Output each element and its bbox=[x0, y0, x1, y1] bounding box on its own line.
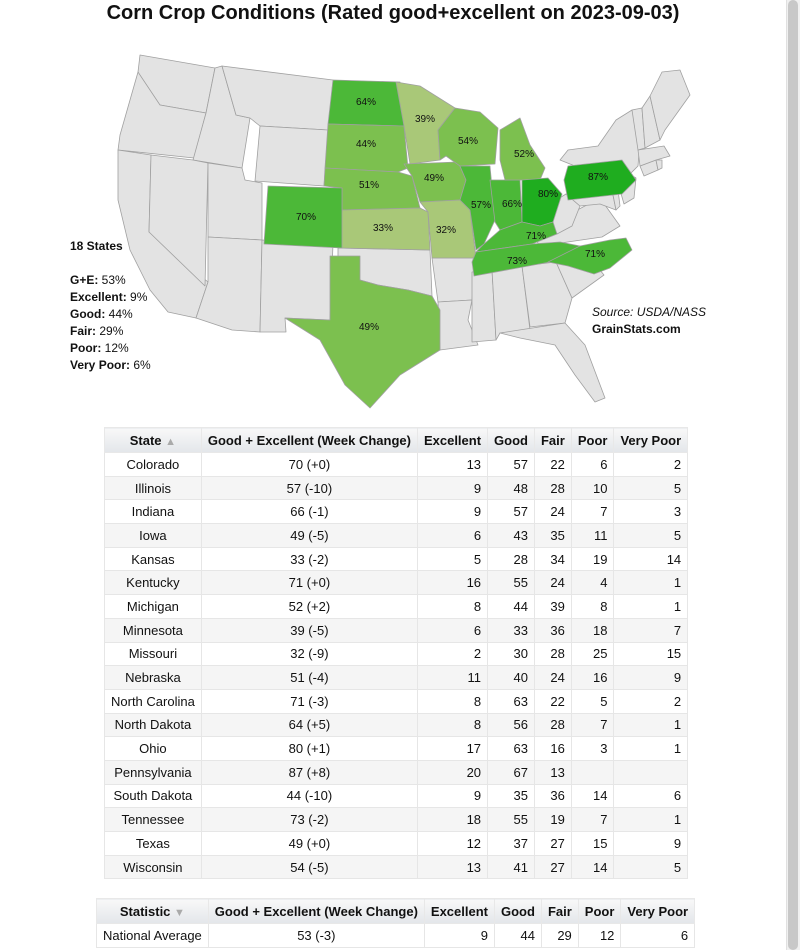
map-label-ohio: 80% bbox=[537, 189, 559, 200]
states-table-cell: 52 (+2) bbox=[201, 595, 417, 619]
states-table-cell: 33 bbox=[488, 618, 535, 642]
statistics-table-header-6[interactable] bbox=[621, 899, 695, 924]
states-table-cell: 17 bbox=[417, 737, 487, 761]
states-table-cell: 28 bbox=[534, 476, 571, 500]
sort-arrow-icon[interactable]: ▲ bbox=[165, 435, 177, 448]
states-table-cell: North Carolina bbox=[105, 689, 202, 713]
states-table-cell: 2 bbox=[417, 642, 487, 666]
states-table-cell bbox=[571, 760, 614, 784]
header-label: Good + Excellent (Week Change) bbox=[214, 903, 418, 919]
header-label: Good bbox=[494, 432, 528, 448]
states-table-cell: 5 bbox=[571, 689, 614, 713]
state-arkansas bbox=[432, 258, 476, 302]
header-label: Poor bbox=[577, 432, 608, 448]
states-table-cell: 1 bbox=[614, 737, 688, 761]
states-table-cell: 8 bbox=[417, 689, 487, 713]
states-table-cell: 5 bbox=[614, 855, 688, 879]
states-table-cell: 49 (-5) bbox=[201, 524, 417, 548]
states-table-row bbox=[105, 524, 688, 548]
states-table-cell: 14 bbox=[614, 547, 688, 571]
states-table-cell: 57 (-10) bbox=[201, 476, 417, 500]
statistics-table-cell: 44 bbox=[495, 924, 542, 948]
states-table-header-3[interactable] bbox=[488, 428, 535, 453]
states-table-cell: Kentucky bbox=[105, 571, 202, 595]
states-table-cell: 34 bbox=[534, 547, 571, 571]
states-table-cell: 9 bbox=[417, 500, 487, 524]
summary-label: Very Poor: bbox=[70, 358, 131, 372]
states-table-cell: Iowa bbox=[105, 524, 202, 548]
states-table bbox=[104, 427, 688, 879]
states-table-cell: 27 bbox=[534, 832, 571, 856]
states-table-cell: 13 bbox=[534, 760, 571, 784]
states-table-cell: 71 (-3) bbox=[201, 689, 417, 713]
statistics-table-header-0[interactable] bbox=[97, 899, 209, 924]
states-table-cell: 7 bbox=[571, 500, 614, 524]
states-table-row bbox=[105, 808, 688, 832]
state-wyoming bbox=[255, 126, 328, 186]
states-table-cell: 2 bbox=[614, 453, 688, 477]
map-label-north-dakota: 64% bbox=[355, 97, 377, 108]
states-table-row bbox=[105, 666, 688, 690]
source-text: Source: USDA/NASS bbox=[592, 305, 707, 319]
states-table-cell: 27 bbox=[534, 855, 571, 879]
statistics-table-row bbox=[97, 924, 695, 948]
states-table-cell: South Dakota bbox=[105, 784, 202, 808]
states-table-cell bbox=[614, 760, 688, 784]
summary-row bbox=[70, 272, 151, 289]
states-table-cell: 13 bbox=[417, 855, 487, 879]
statistics-table-body bbox=[97, 924, 695, 948]
states-table-header-1[interactable] bbox=[201, 428, 417, 453]
states-table-header-2[interactable] bbox=[417, 428, 487, 453]
header-label: Statistic bbox=[119, 903, 171, 919]
summary-row bbox=[70, 306, 151, 323]
states-table-cell: 15 bbox=[571, 832, 614, 856]
summary-label: G+E: bbox=[70, 273, 99, 287]
states-table-cell: 48 bbox=[488, 476, 535, 500]
states-table-cell: 41 bbox=[488, 855, 535, 879]
header-label: Good + Excellent (Week Change) bbox=[207, 432, 411, 448]
summary-label: Fair: bbox=[70, 324, 97, 338]
summary-panel bbox=[70, 238, 151, 374]
states-table-body bbox=[105, 453, 688, 879]
states-table-cell: 1 bbox=[614, 713, 688, 737]
header-label: State bbox=[129, 432, 162, 448]
map-label-north-carolina: 71% bbox=[584, 249, 606, 260]
states-table-cell: 14 bbox=[571, 855, 614, 879]
states-table-row bbox=[105, 855, 688, 879]
states-table-cell: 8 bbox=[417, 595, 487, 619]
states-table-cell: 24 bbox=[534, 500, 571, 524]
states-table-cell: 2 bbox=[614, 689, 688, 713]
states-table-cell: 18 bbox=[417, 808, 487, 832]
states-table-cell: 66 (-1) bbox=[201, 500, 417, 524]
states-table-cell: Texas bbox=[105, 832, 202, 856]
states-table-cell: 6 bbox=[571, 453, 614, 477]
states-count: 18 States bbox=[70, 239, 123, 253]
states-table-cell: 73 (-2) bbox=[201, 808, 417, 832]
states-table-cell: 22 bbox=[534, 453, 571, 477]
states-table-cell: 63 bbox=[488, 737, 535, 761]
map-label-south-dakota: 44% bbox=[355, 139, 377, 150]
states-table-cell: 6 bbox=[417, 524, 487, 548]
sort-arrow-icon[interactable]: ▼ bbox=[174, 906, 185, 919]
statistics-table-cell: National Average bbox=[97, 924, 209, 948]
states-table-cell: 64 (+5) bbox=[201, 713, 417, 737]
states-table-row bbox=[105, 737, 688, 761]
header-label: Good bbox=[501, 903, 535, 919]
states-table-header bbox=[105, 428, 688, 453]
map-label-kentucky: 71% bbox=[525, 231, 547, 242]
map-label-iowa: 49% bbox=[423, 173, 445, 184]
statistics-table-cell: 6 bbox=[621, 924, 695, 948]
states-table-header-5[interactable] bbox=[571, 428, 614, 453]
states-table-cell: 71 (+0) bbox=[201, 571, 417, 595]
states-table-cell: 20 bbox=[417, 760, 487, 784]
map-label-michigan: 52% bbox=[513, 149, 535, 160]
states-table-cell: 19 bbox=[571, 547, 614, 571]
map-label-indiana: 66% bbox=[501, 199, 523, 210]
states-table-cell: 10 bbox=[571, 476, 614, 500]
states-table-cell: Ohio bbox=[105, 737, 202, 761]
map-label-tennessee: 73% bbox=[506, 256, 528, 267]
states-table-cell: Wisconsin bbox=[105, 855, 202, 879]
states-table-cell: 24 bbox=[534, 666, 571, 690]
states-table-cell: 36 bbox=[534, 784, 571, 808]
vertical-scrollbar[interactable] bbox=[786, 0, 800, 950]
states-table-cell: Nebraska bbox=[105, 666, 202, 690]
states-table-cell: Minnesota bbox=[105, 618, 202, 642]
states-table-row bbox=[105, 618, 688, 642]
states-table-cell: 7 bbox=[614, 618, 688, 642]
states-table-header-0[interactable] bbox=[105, 428, 202, 453]
summary-value: 44% bbox=[105, 307, 133, 321]
states-table-cell: 9 bbox=[417, 476, 487, 500]
states-table-cell: Michigan bbox=[105, 595, 202, 619]
states-table-cell: Indiana bbox=[105, 500, 202, 524]
states-table-row bbox=[105, 453, 688, 477]
summary-value: 29% bbox=[96, 324, 124, 338]
states-table-row bbox=[105, 642, 688, 666]
states-table-cell: 44 bbox=[488, 595, 535, 619]
states-table-cell: 1 bbox=[614, 808, 688, 832]
states-table-cell: 30 bbox=[488, 642, 535, 666]
states-table-cell: 3 bbox=[614, 500, 688, 524]
states-table-cell: 12 bbox=[417, 832, 487, 856]
state-utah bbox=[208, 163, 262, 240]
states-table-row bbox=[105, 713, 688, 737]
states-table-cell: 7 bbox=[571, 808, 614, 832]
summary-value: 12% bbox=[101, 341, 129, 355]
states-table-cell: 44 (-10) bbox=[201, 784, 417, 808]
states-table-cell: 36 bbox=[534, 618, 571, 642]
states-table-cell: 25 bbox=[571, 642, 614, 666]
states-table-cell: 1 bbox=[614, 571, 688, 595]
states-table-cell: 18 bbox=[571, 618, 614, 642]
statistics-table-cell: 29 bbox=[541, 924, 578, 948]
statistics-table-header-4[interactable] bbox=[541, 899, 578, 924]
statistics-table-cell: 9 bbox=[424, 924, 494, 948]
states-table-cell: 55 bbox=[488, 571, 535, 595]
states-table-cell: 11 bbox=[571, 524, 614, 548]
states-table-cell: Kansas bbox=[105, 547, 202, 571]
states-table-cell: 14 bbox=[571, 784, 614, 808]
states-table-row bbox=[105, 476, 688, 500]
states-table-row bbox=[105, 784, 688, 808]
states-table-cell: 54 (-5) bbox=[201, 855, 417, 879]
states-table-cell: North Dakota bbox=[105, 713, 202, 737]
header-label: Very Poor bbox=[620, 432, 682, 448]
header-label: Fair bbox=[547, 903, 572, 919]
map-label-illinois: 57% bbox=[470, 200, 492, 211]
states-table-cell: 56 bbox=[488, 713, 535, 737]
states-table-cell: 15 bbox=[614, 642, 688, 666]
states-table-cell: Colorado bbox=[105, 453, 202, 477]
states-table-cell: 16 bbox=[571, 666, 614, 690]
map-label-colorado: 70% bbox=[295, 212, 317, 223]
states-table-cell: 51 (-4) bbox=[201, 666, 417, 690]
map-label-nebraska: 51% bbox=[358, 180, 380, 191]
states-table-cell: 40 bbox=[488, 666, 535, 690]
header-label: Very Poor bbox=[627, 903, 689, 919]
summary-value: 6% bbox=[130, 358, 151, 372]
map-label-kansas: 33% bbox=[372, 223, 394, 234]
map-label-pennsylvania: 87% bbox=[587, 172, 609, 183]
states-table-cell: 32 (-9) bbox=[201, 642, 417, 666]
states-table-cell: 22 bbox=[534, 689, 571, 713]
header-label: Poor bbox=[584, 903, 615, 919]
map-label-wisconsin: 54% bbox=[457, 136, 479, 147]
states-table-cell: 55 bbox=[488, 808, 535, 832]
states-table-cell: 39 (-5) bbox=[201, 618, 417, 642]
states-table-cell: 28 bbox=[534, 713, 571, 737]
states-table-cell: 16 bbox=[534, 737, 571, 761]
summary-label: Poor: bbox=[70, 341, 102, 355]
states-table-cell: 80 (+1) bbox=[201, 737, 417, 761]
states-table-row bbox=[105, 689, 688, 713]
states-table-row bbox=[105, 595, 688, 619]
states-table-row bbox=[105, 760, 688, 784]
summary-rows bbox=[70, 272, 151, 374]
summary-value: 9% bbox=[126, 290, 148, 304]
map-label-texas: 49% bbox=[358, 322, 380, 333]
states-table-cell: 3 bbox=[571, 737, 614, 761]
states-table-cell: 57 bbox=[488, 500, 535, 524]
states-table-cell: 35 bbox=[488, 784, 535, 808]
states-table-cell: 19 bbox=[534, 808, 571, 832]
states-table-cell: 8 bbox=[417, 713, 487, 737]
summary-row bbox=[70, 357, 151, 374]
states-table-row bbox=[105, 832, 688, 856]
summary-value: 53% bbox=[98, 273, 126, 287]
states-table-cell: 6 bbox=[417, 618, 487, 642]
source-credit bbox=[592, 304, 706, 338]
states-table-cell: Missouri bbox=[105, 642, 202, 666]
states-table-cell: 33 (-2) bbox=[201, 547, 417, 571]
states-table-header-4[interactable] bbox=[534, 428, 571, 453]
states-table-cell: 70 (+0) bbox=[201, 453, 417, 477]
summary-row bbox=[70, 340, 151, 357]
statistics-table-cell: 12 bbox=[578, 924, 621, 948]
scrollbar-thumb[interactable] bbox=[788, 0, 798, 950]
states-table-cell: 43 bbox=[488, 524, 535, 548]
states-table-cell: 8 bbox=[571, 595, 614, 619]
states-table-cell: 63 bbox=[488, 689, 535, 713]
summary-label: Good: bbox=[70, 307, 106, 321]
states-table-cell: 13 bbox=[417, 453, 487, 477]
statistics-table-header bbox=[97, 899, 695, 924]
states-table-cell: 1 bbox=[614, 595, 688, 619]
states-table-cell: 6 bbox=[614, 784, 688, 808]
states-table-row bbox=[105, 571, 688, 595]
statistics-table-header-1[interactable] bbox=[208, 899, 424, 924]
map-label-missouri: 32% bbox=[435, 225, 457, 236]
states-table-cell: 9 bbox=[614, 832, 688, 856]
header-label: Excellent bbox=[423, 432, 482, 448]
states-table-cell: 16 bbox=[417, 571, 487, 595]
site-name: GrainStats.com bbox=[592, 322, 681, 336]
states-table-cell: 57 bbox=[488, 453, 535, 477]
summary-row bbox=[70, 323, 151, 340]
states-table-cell: 5 bbox=[417, 547, 487, 571]
states-table-cell: 35 bbox=[534, 524, 571, 548]
summary-label: Excellent: bbox=[70, 290, 127, 304]
states-table-cell: 49 (+0) bbox=[201, 832, 417, 856]
states-table-cell: 28 bbox=[534, 642, 571, 666]
states-table-row bbox=[105, 547, 688, 571]
states-table-cell: 24 bbox=[534, 571, 571, 595]
header-label: Excellent bbox=[430, 903, 488, 919]
states-table-cell: 7 bbox=[571, 713, 614, 737]
map-label-minnesota: 39% bbox=[414, 114, 436, 125]
states-table-cell: Illinois bbox=[105, 476, 202, 500]
states-table-cell: 9 bbox=[417, 784, 487, 808]
states-table-cell: 5 bbox=[614, 476, 688, 500]
states-table-cell: 67 bbox=[488, 760, 535, 784]
states-table-cell: Pennsylvania bbox=[105, 760, 202, 784]
states-table-cell: Tennessee bbox=[105, 808, 202, 832]
states-table-cell: 11 bbox=[417, 666, 487, 690]
states-table-cell: 87 (+8) bbox=[201, 760, 417, 784]
page-title: Corn Crop Conditions (Rated good+excellent on 2023-09-03) bbox=[106, 2, 680, 24]
states-table-header-6[interactable] bbox=[614, 428, 688, 453]
states-table-cell: 5 bbox=[614, 524, 688, 548]
state-florida bbox=[500, 323, 605, 402]
statistics-table-cell: 53 (-3) bbox=[208, 924, 424, 948]
statistics-table bbox=[96, 898, 695, 948]
statistics-table-header-3[interactable] bbox=[495, 899, 542, 924]
states-table-cell: 9 bbox=[614, 666, 688, 690]
summary-row bbox=[70, 289, 151, 306]
states-table-row bbox=[105, 500, 688, 524]
states-table-cell: 28 bbox=[488, 547, 535, 571]
states-table-cell: 39 bbox=[534, 595, 571, 619]
statistics-table-header-5[interactable] bbox=[578, 899, 621, 924]
states-table-cell: 37 bbox=[488, 832, 535, 856]
statistics-table-header-2[interactable] bbox=[424, 899, 494, 924]
header-label: Fair bbox=[540, 432, 565, 448]
states-table-cell: 4 bbox=[571, 571, 614, 595]
